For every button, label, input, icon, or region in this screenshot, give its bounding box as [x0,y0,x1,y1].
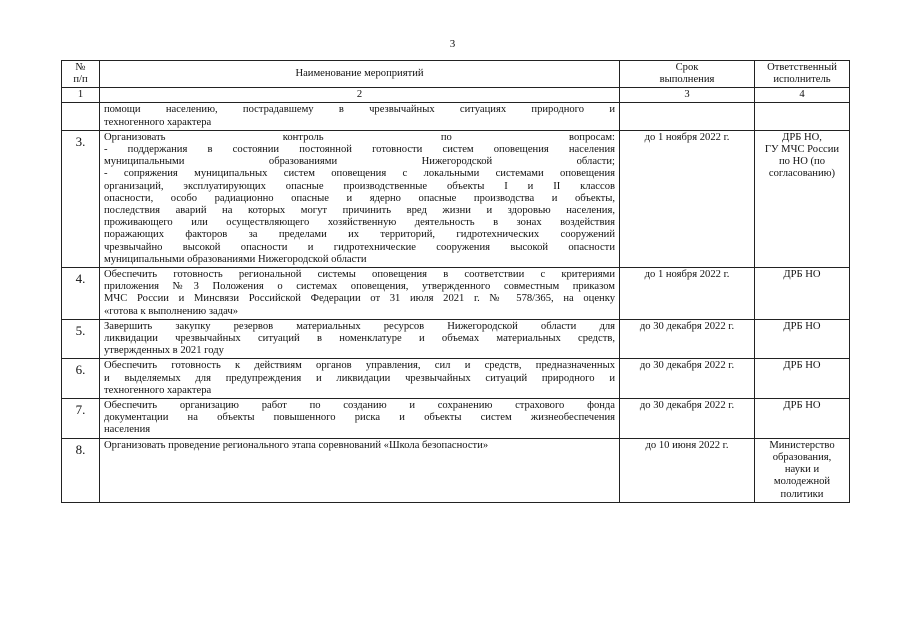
event-text-line: документации на объекты повышенного риска и объекты систем жизнеобеспечения [104,412,615,424]
row-number: 4. [62,268,100,320]
header-deadline-line: Срок [675,62,699,73]
header-number-line: № [75,62,86,73]
table-row [62,268,850,320]
table-header-row [62,61,850,88]
header-number-line: п/п [73,74,88,86]
responsible-line: по НО (по [778,156,826,168]
column-index: 3 [620,88,755,103]
event-text-line: - поддержания в состоянии постоянной готовности систем оповещения населения [104,144,615,156]
responsible-line: ДРБ НО [783,320,821,332]
row-number: 6. [62,359,100,399]
event-text-line: - сопряжения муниципальных систем оповещения с локальными системами оповещения [104,168,615,180]
column-index: 2 [100,88,620,103]
page-number: 3 [449,38,456,50]
event-text-line: Завершить закупку резервов материальных ресурсов Нижегородской области для [104,320,615,332]
event-text-line: чрезвычайно высокой опасности и гидротехнические сооружения высокой опасности [104,241,615,253]
header-event-name: Наименование мероприятий [100,61,620,88]
deadline-cell: до 1 ноября 2022 г. [620,268,755,320]
event-description [100,438,620,502]
deadline-cell: до 30 декабря 2022 г. [620,359,755,399]
event-text-line: техногенного характера [104,116,212,128]
responsible-line: науки и [784,464,820,476]
event-text-line: ликвидации чрезвычайных ситуаций в номенклатуре и объемах материальных средств, [104,333,615,345]
responsible-cell [755,399,850,439]
event-text-line: проживающего или осуществляющего хозяйственную деятельность в зонах воздействия [104,217,615,229]
event-text-line: Организовать проведение регионального этапа соревнований «Школа безопасности» [104,439,489,451]
responsible-cell [755,103,850,130]
responsible-cell [755,268,850,320]
responsible-line: ДРБ НО, [782,131,822,143]
event-text-line: приложения №3 Положения о системах оповещения, утвержденного совместным приказом [104,281,615,293]
event-description [100,359,620,399]
responsible-line: ДРБ НО [783,400,821,412]
event-text-line: «готова к выполнению задач» [104,305,239,317]
deadline-cell: до 30 декабря 2022 г. [620,319,755,359]
events-plan-table [61,60,850,503]
row-number [62,103,100,130]
column-index: 4 [755,88,850,103]
event-text-line: опасности, особо радиационно опасные и ядерно опасные производства и объекты, [104,192,615,204]
row-number: 7. [62,399,100,439]
event-text-line: и выделяемых для предупреждения и ликвидации чрезвычайных ситуаций природного и [104,372,615,384]
header-deadline [620,61,755,88]
event-text-line: населения [104,424,151,436]
event-description [100,103,620,130]
row-number: 5. [62,319,100,359]
responsible-cell [755,319,850,359]
table-row [62,130,850,267]
event-text-line: организаций, эксплуатирующих опасные производственные объекты I и II классов [104,180,615,192]
deadline-cell: до 30 декабря 2022 г. [620,399,755,439]
continuation-row [62,103,850,130]
responsible-line: молодежной [773,476,831,488]
responsible-line: ДРБ НО [783,360,821,372]
row-number: 3. [62,130,100,267]
event-text-line: утвержденных в 2021 году [104,345,224,357]
table-row [62,399,850,439]
column-index: 1 [62,88,100,103]
event-text-line: Обеспечить готовность региональной системы оповещения в соответствии с критериями [104,269,615,281]
responsible-cell [755,130,850,267]
event-description [100,268,620,320]
table-row [62,319,850,359]
event-text-line: МЧС России и Минсвязи Российской Федерации от 31 июля 2021 г. № 578/365, на оценку [104,293,615,305]
event-text-line: Обеспечить готовность к действиям органов управления, сил и средств, предназначенных [104,360,615,372]
event-description [100,319,620,359]
header-number [62,61,100,88]
header-deadline-line: выполнения [659,74,715,86]
event-text-line: последствия аварий на которых могут причинить вред жизни и здоровью населения, [104,205,615,217]
responsible-line: согласованию) [768,168,836,180]
deadline-cell [620,103,755,130]
row-number: 8. [62,438,100,502]
responsible-line: ГУ МЧС России [764,144,840,156]
event-description [100,130,620,267]
event-text-line: техногенного характера [104,384,212,396]
header-responsible [755,61,850,88]
responsible-cell [755,438,850,502]
event-text-line: Обеспечить организацию работ по созданию и сохранению страхового фонда [104,400,615,412]
event-text-line: поражающих факторов за пределами их территорий, гидротехнических сооружений [104,229,615,241]
deadline-cell: до 10 июня 2022 г. [620,438,755,502]
event-text-line: помощи населению, пострадавшему в чрезвычайных ситуациях природного и [104,104,615,116]
event-text-line: муниципальными образованиями Нижегородской области [104,253,367,265]
header-responsible-line: Ответственный [767,62,837,73]
responsible-line: образования, [772,451,832,463]
event-text-line: муниципальными образованиями Нижегородской области; [104,156,615,168]
responsible-cell [755,359,850,399]
event-description [100,399,620,439]
column-index-row [62,88,850,103]
deadline-cell: до 1 ноября 2022 г. [620,130,755,267]
table-row [62,359,850,399]
responsible-line: Министерство [769,439,835,451]
responsible-line: ДРБ НО [783,269,821,281]
table-row [62,438,850,502]
header-responsible-line: исполнитель [773,74,831,86]
responsible-line: политики [780,488,824,500]
event-text-line: Организовать контроль по вопросам: [104,131,615,143]
